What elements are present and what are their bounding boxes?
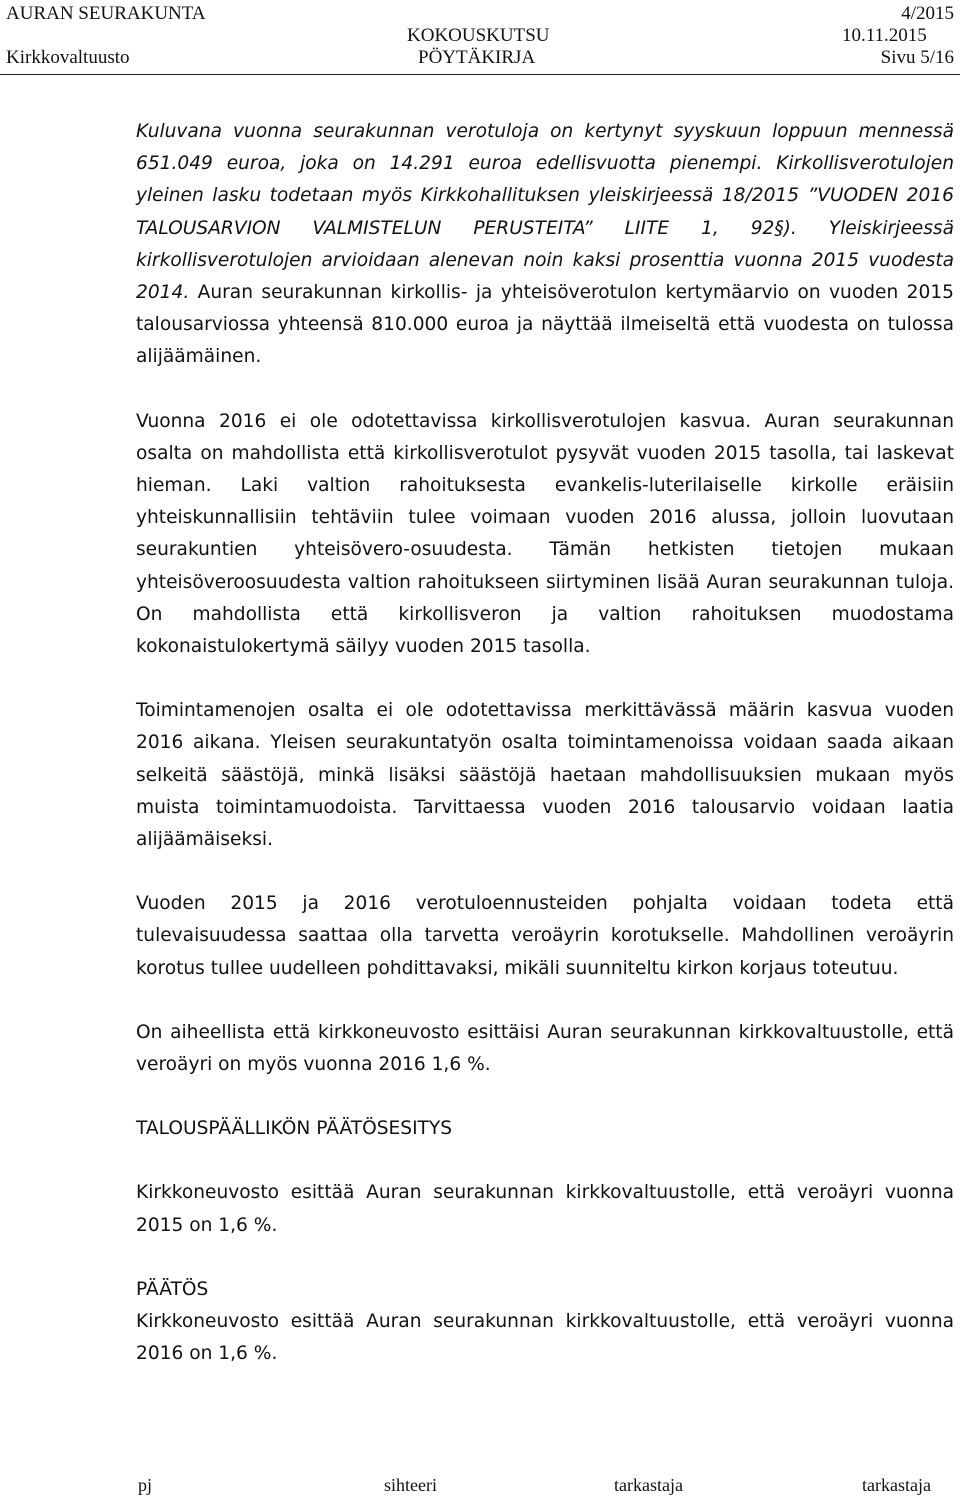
paragraph-recommendation: On aiheellista että kirkkoneuvosto esittäisi Auran seurakunnan kirkkovaltuustolle, että veroäyri on myös vuonna 2016 1,6 %. xyxy=(136,1021,954,1076)
footer-inspector-1: tarkastaja xyxy=(614,1475,683,1495)
footer-inspector-2: tarkastaja xyxy=(862,1475,931,1495)
paragraph-tax-revenue-regular: Auran seurakunnan kirkollis- ja yhteisöverotulon kertymäarvio on vuoden 2015 talousarviossa yhteensä 810.000 euroa ja näyttää ilmeiseltä että vuodesta on tulossa alijäämäinen. xyxy=(136,282,954,368)
organization-name: AURAN SEURAKUNTA xyxy=(6,3,206,24)
proposal-heading: TALOUSPÄÄLLIKÖN PÄÄTÖSESITYS xyxy=(136,1118,453,1140)
proposal-text: Kirkkoneuvosto esittää Auran seurakunnan kirkkovaltuustolle, että veroäyri vuonna 2015 on 1,6 %. xyxy=(136,1182,954,1236)
decision-heading: PÄÄTÖS xyxy=(136,1278,209,1300)
footer-secretary: sihteeri xyxy=(384,1475,437,1495)
doc-type-minutes: PÖYTÄKIRJA xyxy=(418,47,536,68)
document-body xyxy=(136,116,954,1371)
body-name: Kirkkovaltuusto xyxy=(6,47,130,68)
paragraph-forecast: Vuoden 2015 ja 2016 verotuloennusteiden pohjalta voidaan todeta että tulevaisuudessa saattaa olla tarvetta veroäyrin korotukselle. Mahdollinen veroäyrin korotus tullee uudelleen pohdittavaksi, mikäli suunniteltu kirkon korjaus toteutuu. xyxy=(136,893,954,979)
meeting-date: 10.11.2015 xyxy=(842,25,927,46)
decision-text: Kirkkoneuvosto esittää Auran seurakunnan kirkkovaltuustolle, että veroäyri vuonna 2016 on 1,6 %. xyxy=(136,1311,954,1365)
header-divider xyxy=(0,74,960,75)
paragraph-tax-revenue xyxy=(136,116,954,374)
paragraph-operating-costs: Toimintamenojen osalta ei ole odotettavissa merkittävässä määrin kasvua vuoden 2016 aikana. Yleisen seurakuntatyön osalta toimintamenoissa voidaan saada aikaan selkeitä säästöjä, minkä lisäksi säästöjä haetaan mahdollisuuksien mukaan myös muista toimintamuodoista. Tarvittaessa vuoden 2016 talousarvio voidaan laatia alijäämäiseksi. xyxy=(136,700,954,851)
paragraph-2016-outlook: Vuonna 2016 ei ole odotettavissa kirkollisverotulojen kasvua. Auran seurakunnan osalta on mahdollista että kirkollisverotulot pysyvät vuoden 2015 tasolla, tai laskevat hieman. Laki valtion rahoituksesta evankelis-luterilaiselle kirkolle eräisiin yhteiskunnallisiin tehtäviin tulee voimaan vuoden 2016 alussa, jolloin luovutaan seurakuntien yhteisövero-osuudesta. Tämän hetkisten tietojen mukaan yhteisöveroosuudesta valtion rahoitukseen siirtyminen lisää Auran seurakunnan tuloja. On mahdollista että kirkollisveron ja valtion rahoituksen muodostama kokonaistulokertymä säilyy vuoden 2015 tasolla. xyxy=(136,410,954,658)
page-number: Sivu 5/16 xyxy=(880,47,954,68)
meeting-number: 4/2015 xyxy=(901,3,954,24)
footer-chair: pj xyxy=(138,1475,153,1495)
paragraph-tax-revenue-italic: Kuluvana vuonna seurakunnan verotuloja on kertynyt syyskuun loppuun mennessä 651.049 euroa, joka on 14.291 euroa edellisvuotta pienempi. Kirkollisverotulojen yleinen lasku todetaan myös Kirkkohallituksen yleiskirjeessä 18/2015 ”VUODEN 2016 TALOUSARVION VALMISTELUN PERUSTEITA” LIITE 1, 92§). Yleiskirjeessä kirkollisverotulojen arvioidaan alenevan noin kaksi prosenttia vuonna 2015 vuodesta 2014. xyxy=(136,121,954,304)
doc-type-invitation: KOKOUSKUTSU xyxy=(407,25,550,46)
